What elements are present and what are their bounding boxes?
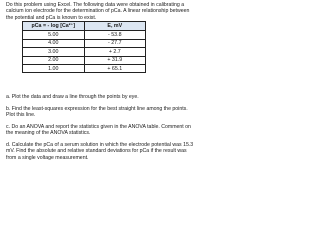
question-text: Calculate the pCa of a serum solution in which the electrode potential was 15.3 mV. Find the absolute and relative standard deviations for pCa if the result was from a single voltage measurement. [6,142,194,161]
question-text: Plot the data and draw a line through the points by eye. [11,94,139,100]
cell-pca: 5.00 [23,31,85,39]
cell-pca: 3.00 [23,48,85,56]
table-row [23,48,146,56]
cell-pca: 2.00 [23,56,85,64]
header-potential: E, mV [84,22,145,31]
intro-paragraph: Do this problem using Excel. The following data were obtained in calibrating a calcium ion electrode for the determination of pCa. A linear relationship between the potential and pCa is known to exist. [6,2,190,21]
cell-pca: 1.00 [23,64,85,72]
question-letter: c. [6,124,11,130]
question-letter: d. [6,142,11,148]
question-letter: a. [6,94,11,100]
cell-potential: - 27.7 [84,39,145,47]
header-pca: pCa = - log [Ca²⁺] [23,22,85,31]
cell-potential: + 31.9 [84,56,145,64]
calibration-table [22,21,146,73]
table-row [23,64,146,72]
cell-potential: + 65.1 [84,64,145,72]
table-row [23,56,146,64]
question-letter: b. [6,106,11,112]
cell-potential: + 2.7 [84,48,145,56]
question-c [6,124,194,137]
table-row [23,39,146,47]
table-header-row [23,22,146,31]
table-row [23,31,146,39]
question-text: Do an ANOVA and report the statistics given in the ANOVA table. Comment on the meaning of the ANOVA statistics. [6,124,191,137]
question-b [6,106,194,119]
question-text: Find the least-squares expression for the best straight line among the points. Plot this line. [6,106,188,119]
cell-potential: - 53.8 [84,31,145,39]
cell-pca: 4.00 [23,39,85,47]
question-a [6,94,194,100]
question-d [6,142,194,161]
